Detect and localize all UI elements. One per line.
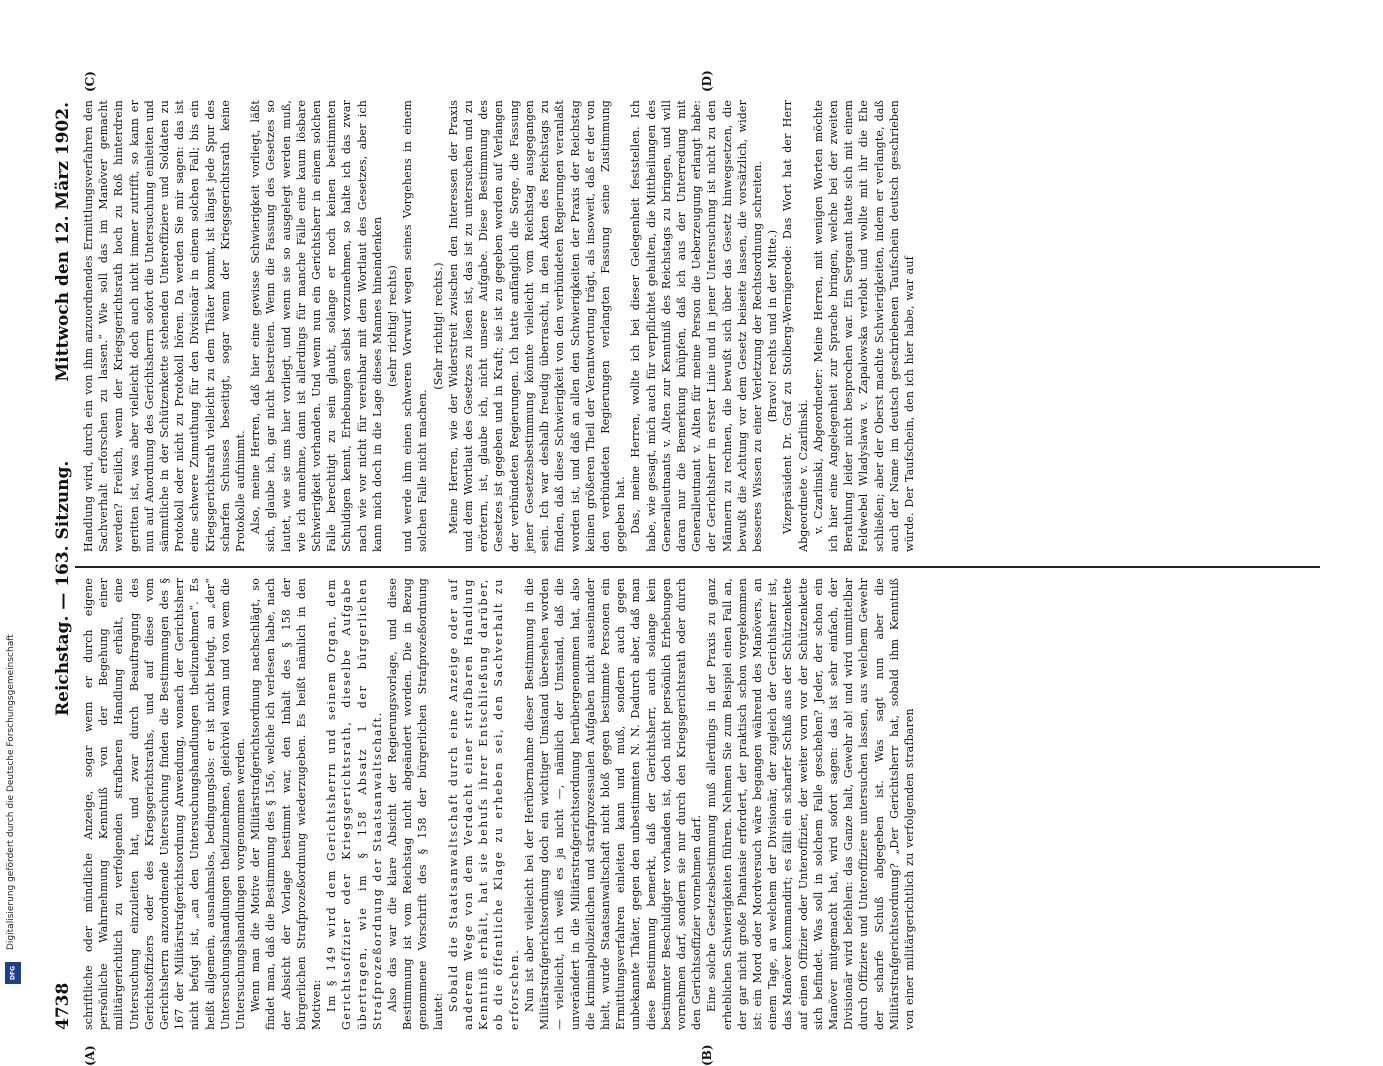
interjection: (Sehr richtig! rechts.): [431, 100, 446, 552]
speaker-paragraph: v. Czarlinski, Abgeordneter: Meine Herren, mit wenigen Worten möchte ich hier eine Angelegenheit zur Sprache bringen, welche bei der zweiten Berathung leider nicht besprochen war. Ein Sergeant hatte sich mit einem Feldwebel Wladyslawa v. Zapalowska verlobt und wollte mit ihr die Ehe schließen; aber der Oberst machte Schwierigkeiten, indem er verlangte, daß auch der Name im deutsch geschriebenen Taufschein deutsch geschrieben würde. Der Taufschein, den ich hier habe, war auf: [811, 100, 917, 552]
paragraph: Eine solche Gesetzesbestimmung muß allerdings in der Praxis zu ganz erheblichen Schwierigkeiten führen. Nehmen Sie zum Beispiel einen Fall an, der gar nicht große Phantasie erfordert, der praktisch schon vorgekommen ist: ein Mord oder Mordversuch wäre begangen während des Manövers, an einem Tage, an welchem der Divisionär, der zugleich der Gerichtsherr ist, das Manöver kommandirt; es fällt ein scharfer Schuß aus der Schützenkette auf einen Offizier oder Unteroffizier, der weiter vorn vor der Schützenkette sich befindet. Was soll in solchem Falle geschehen? Jeder, der schon ein Manöver mitgemacht hat, wird sofort sagen: das ist sehr einfach, der Divisionär wird befehlen: das Ganze halt, Gewehr ab! und wird unmittelbar durch Offiziere und Unteroffiziere untersuchen lassen, aus welchem Gewehr der scharfe Schuß abgegeben ist. Was sagt nun aber die Militärstrafgerichtsordnung? „Der Gerichtsherr hat, sobald ihm Kenntniß von einer militärgerichtlich zu verfolgenden strafbaren: [704, 578, 917, 1030]
page-number: 4738: [53, 983, 73, 1030]
paragraph: schriftliche oder mündliche Anzeige, sogar wenn er durch eigene persönliche Wahrnehmung Kenntniß von der Begehung einer militärgerichtlich zu verfolgenden strafbaren Handlung erhält, eine Untersuchung einzuleiten hat, und zwar durch Beauftragung des Gerichtsoffiziers oder des Kriegsgerichtsraths, und auf diese vom Gerichtsherrn anzuordnende Untersuchung finden die Bestimmungen des § 167 der Militärstrafgerichtsordnung Anwendung, wonach der Gerichtsherr nicht befugt ist, „an den Untersuchungshandlungen theilzunehmen“. Es heißt allgemein, ausnahmslos, bedingungslos: er ist nicht befugt, an „der“ Untersuchungshandlungen theilzunehmen, gleichviel wann und von wem die Untersuchungshandlungen vorgenommen werden.: [81, 578, 248, 1030]
paragraph: Nun ist aber vielleicht bei der Herübernahme dieser Bestimmung in die Militärstrafgerichtsordnung doch ein wichtiger Umstand übersehen worden — vielleicht, ich weiß es ja nicht —, nämlich der Umstand, daß die unverändert in die Militärstrafgerichtsordnung herübergenommen hat, also die kriminalpolizeilichen und strafprozessualen Aufgaben nicht auseinander hielt, wurde Staatsanwaltschaft nicht bloß gegen bestimmte Personen ein Ermittlungsverfahren einleiten kann und muß, sondern auch gegen unbekannte Thäter, gegen den unbestimmten N. N. Dadurch aber, daß man diese Bestimmung bemerkt, daß der Gerichtsherr, auch solange kein bestimmter Beschuldigter vorhanden ist, doch nicht persönlich Erhebungen vornehmen darf, sondern sie nur durch den Kriegsgerichtsrath oder durch den Gerichtsoffizier vornehmen darf.: [522, 578, 704, 1030]
column-divider: [75, 566, 1320, 568]
margin-mark-d: (D): [700, 70, 714, 92]
margin-mark-b: (B): [700, 1045, 714, 1066]
interjection: (sehr richtig! rechts): [385, 100, 400, 552]
paragraph: Also, meine Herren, daß hier eine gewisse Schwierigkeit vorliegt, läßt sich, glaube ich, gar nicht bestreiten. Wenn die Fassung des Gesetzes so lautet, wie sie uns hier vorliegt, und wenn sie so ausgelegt werden muß, wie ich annehme, dann ist allerdings für manche Fälle eine kaum lösbare Schwierigkeit vorhanden. Und wenn nun ein Gerichtsherr in einem solchen Falle berechtigt zu sein glaubt, solange er noch keinen bestimmten Schuldigen kennt, Erhebungen selbst vorzunehmen, so halte ich das zwar nach wie vor nicht für vereinbar mit dem Wortlaut des Gesetzes, aber ich kann mich doch in die Lage dieses Mannes hineindenken: [248, 100, 385, 552]
paragraph: Das, meine Herren, wollte ich bei dieser Gelegenheit feststellen. Ich habe, wie gesagt, mich auch für verpflichtet gehalten, die Mittheilungen des Generalleutnants v. Alten zur Kenntniß des Reichstags zu bringen, und will daran nur die Bemerkung knüpfen, daß ich aus der Unterredung mit Generalleutnant v. Alten für meine Person die Ueberzeugung erlangt habe: der Gerichtsherr in erster Linie und in jener Untersuchung ist nicht zu den Männern zu rechnen, die bewußt sich über das Gesetz hinwegsetzen, die bewußt die Achtung vor dem Gesetz beiseite lassen, die vorsätzlich, wider besseres Wissen zu einer Verletzung der Rechtsordnung schreiten.: [628, 100, 765, 552]
paragraph: Handlung wird, durch ein von ihm anzuordnendes Ermittlungsverfahren den Sachverhalt erforschen zu lassen.“ Wie soll das im Manöver gemacht werden? Freilich, wenn der Kriegsgerichtsrath hoch zu Roß hinterdrein geritten ist, was aber vielleicht doch auch nicht immer zutrifft, so kann er nun auf Anordnung des Gerichtsherrn sofort die Untersuchung einleiten und sämmtliche in der Schützenkette stehenden Unteroffiziere und Soldaten zu Protokoll oder nicht zu Protokoll hören. Da werden Sie mir sagen: das ist eine schwere Zumuthung für den Divisionär in einem solchen Fall; bis ein Kriegsgerichtsrath vielleicht zu dem Thäter kommt, ist längst jede Spur des scharfen Schusses beseitigt, sogar wenn der Kriegsgerichtsrath keine Protokolle aufnimmt.: [81, 100, 248, 552]
session-date: Mittwoch den 12. März 1902.: [53, 102, 73, 382]
running-title: Reichstag. — 163. Sitzung.: [53, 461, 73, 716]
margin-mark-a: (A): [83, 1045, 97, 1066]
scanned-page: [45, 96, 1330, 1036]
paragraph: und werde ihm einen schweren Vorwurf wegen seines Vorgehens in einem solchen Falle nicht machen.: [400, 100, 430, 552]
digitization-credit: Digitalisierung gefördert durch die Deutsche Forschungsgemeinschaft: [6, 634, 16, 950]
digitization-footer: [6, 390, 20, 990]
paragraph: Wenn man die Motive der Militärstrafgerichtsordnung nachschlägt, so findet man, daß die Bestimmung des § 156, welche ich verlesen habe, nach der Absicht der Vorlage bestimmt war, den Inhalt des § 158 der bürgerlichen Strafprozeßordnung wiederzugeben. Es heißt nämlich in den Motiven:: [248, 578, 324, 1030]
speaker-paragraph: Vizepräsident Dr. Graf zu Stolberg-Wernigerode: Das Wort hat der Herr Abgeordnete v. Czarlinski.: [780, 100, 810, 552]
quotation: Sobald die Staatsanwaltschaft durch eine Anzeige oder auf anderem Wege von dem Verdacht einer strafbaren Handlung Kenntniß erhält, hat sie behufs ihrer Entschließung darüber, ob die öffentliche Klage zu erheben sei, den Sachverhalt zu erforschen.: [446, 578, 522, 1030]
paragraph: Meine Herren, wie der Widerstreit zwischen den Interessen der Praxis und dem Wortlaut des Gesetzes zu lösen ist, das ist zu untersuchen und zu erörtern, ist, glaube ich, nicht unsere Aufgabe. Diese Bestimmung des Gesetzes ist gegeben und in Kraft; sie ist zu gegeben worden auf Verlangen der verbündeten Regierungen. Ich hatte anfänglich die Sorge, die Fassung jener Gesetzesbestimmung könnte vielleicht vom Reichstag ausgegangen sein. Ich war deshalb freudig überrascht, in den Akten des Reichstags zu finden, daß diese Schwierigkeit von den verbündeten Regierungen veranlaßt worden ist, und daß an allen den Schwierigkeiten der Praxis der Reichstag keinen größeren Theil der Verantwortung trägt, als insoweit, daß er der von den verbündeten Regierungen verlangten Fassung seine Zustimmung gegeben hat.: [446, 100, 628, 552]
right-column: [81, 100, 917, 552]
left-column: [81, 578, 917, 1030]
margin-mark-c: (C): [83, 71, 97, 92]
interjection: (Bravo! rechts und in der Mitte.): [765, 100, 780, 552]
paragraph: Also das war die klare Absicht der Regierungsvorlage, und diese Bestimmung ist vom Reichstag nicht abgeändert worden. Die in Bezug genommene Vorschrift des § 158 der bürgerlichen Strafprozeßordnung lautet:: [385, 578, 446, 1030]
quotation: Im § 149 wird dem Gerichtsherrn und seinem Organ, dem Gerichtsoffizier oder Kriegsgerichtsrath, dieselbe Aufgabe übertragen, wie im § 158 Absatz 1 der bürgerlichen Strafprozeßordnung der Staatsanwaltschaft.: [324, 578, 385, 1030]
dfg-logo-icon: DFG: [5, 962, 21, 984]
